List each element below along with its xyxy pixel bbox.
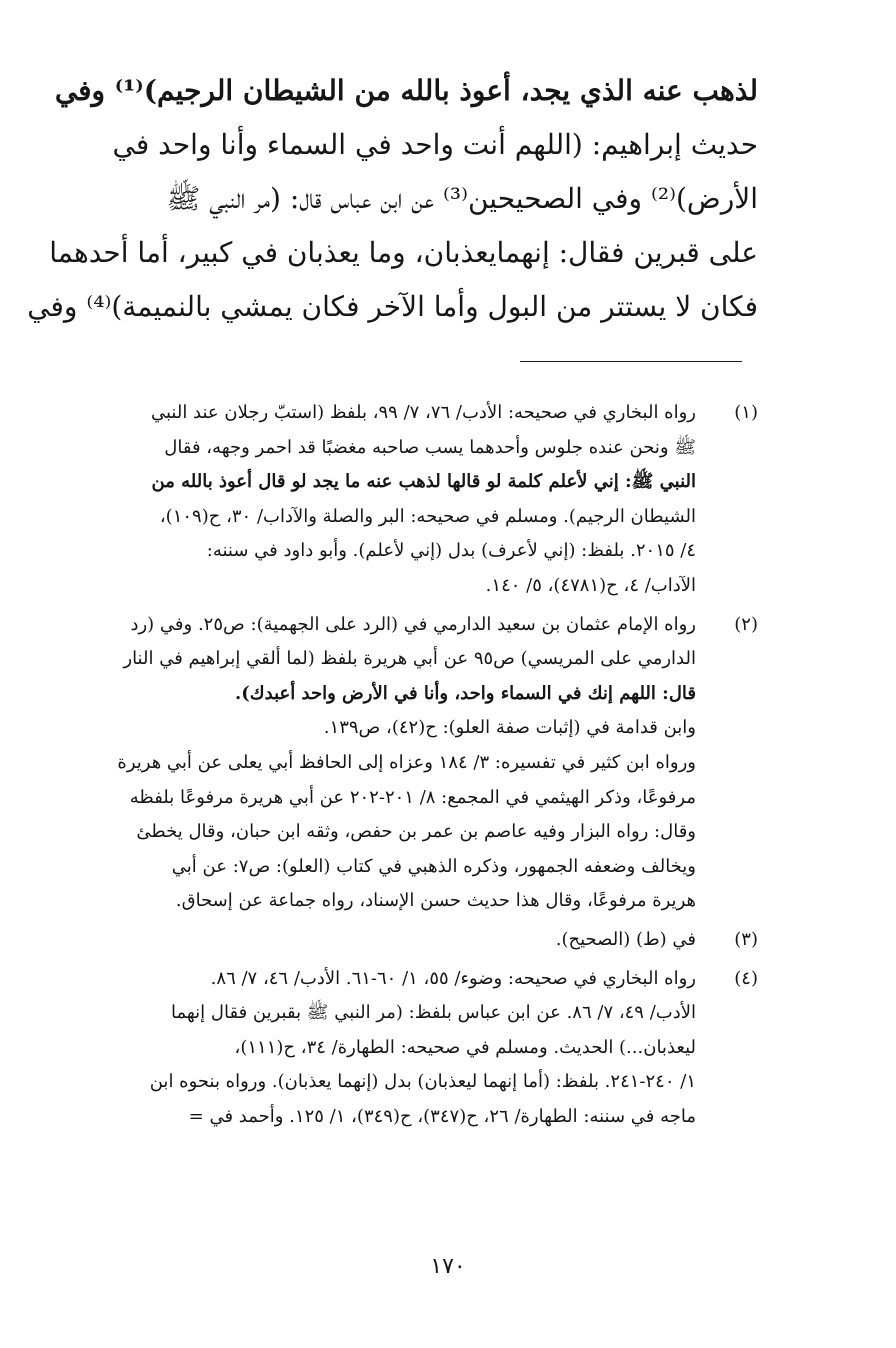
footnote-line: النبي ﷺ: إني لأعلم كلمة لو قالها لذهب عنه ما يجد لو قال أعوذ بالله من [151, 471, 696, 493]
footnote-3 [58, 923, 758, 958]
main-text-line: الأرض)⁽²⁾ وفي الصحيحين⁽³⁾ عن ابن عباس قال: (مر النبي ﷺ [166, 182, 758, 215]
footnote-line: وابن قدامة في (إثبات صفة العلو): ح(٤٢)، ص١٣٩. [323, 717, 696, 739]
footnote-line: ويخالف وضعفه الجمهور، وذكره الذهبي في كتاب (العلو): ص٧: عن أبي [171, 855, 696, 877]
footnote-line: ماجه في سننه: الطهارة/ ٢٦، ح(٣٤٧)، ح(٣٤٩)، ١/ ١٢٥. وأحمد في = [188, 1105, 696, 1127]
footnote-line: ورواه ابن كثير في تفسيره: ٣/ ١٨٤ وعزاه إلى الحافظ أبي يعلى عن أبي هريرة [117, 751, 696, 773]
footnote-line: الأدب/ ٤٩، ٧/ ٨٦. عن ابن عباس بلفظ: (مر النبي ﷺ بقبرين فقال إنهما [170, 1002, 696, 1024]
footnotes [58, 396, 758, 1138]
footnote-1 [58, 396, 758, 604]
footnote-2 [58, 608, 758, 919]
page-number: ١٧٠ [430, 1254, 466, 1279]
footnote-line: رواه البخاري في صحيحه: وضوء/ ٥٥، ١/ ٦٠-٦١. الأدب/ ٤٦، ٧/ ٨٦. [210, 967, 696, 989]
footnote-line: ٤/ ٢٠١٥. بلفظ: (إني لأعرف) بدل (إني لأعلم). وأبو داود في سننه: [206, 540, 696, 562]
footnote-line: ليعذبان...) الحديث. ومسلم في صحيحه: الطهارة/ ٣٤، ح(١١١)، [234, 1036, 696, 1058]
footnote-line: هريرة مرفوعًا، وقال هذا حديث حسن الإسناد، رواه جماعة عن إسحاق. [175, 890, 696, 912]
footnote-number: (٤) [734, 967, 758, 989]
main-body-text [27, 64, 758, 334]
footnote-number: (٢) [734, 613, 758, 635]
footnote-number: (٣) [734, 928, 758, 950]
footnote-separator [520, 361, 742, 362]
main-text-line: على قبرين فقال: إنهمايعذبان، وما يعذبان في كبير، أما أحدهما [49, 236, 758, 269]
footnote-line: الشيطان الرجيم). ومسلم في صحيحه: البر والصلة والآداب/ ٣٠، ح(١٠٩)، [159, 505, 696, 527]
footnote-line: رواه الإمام عثمان بن سعيد الدارمي في (الرد على الجهمية): ص٢٥. وفي (رد [130, 613, 696, 635]
footnote-line: الدارمي على المريسي) ص٩٥ عن أبي هريرة بلفظ (لما ألقي إبراهيم في النار [123, 648, 696, 670]
footnote-line: الآداب/ ٤، ح(٤٧٨١)، ٥/ ١٤٠. [485, 574, 696, 596]
footnote-line: ١/ ٢٤٠-٢٤١. بلفظ: (أما إنهما ليعذبان) بدل (إنهما يعذبان). ورواه بنحوه ابن [149, 1071, 696, 1093]
footnote-line: رواه البخاري في صحيحه: الأدب/ ٧٦، ٧/ ٩٩، بلفظ (استبّ رجلان عند النبي [150, 402, 696, 423]
footnote-4 [58, 962, 758, 1135]
footnote-number: (١) [734, 402, 758, 423]
footnote-line: قال: اللهم إنك في السماء واحد، وأنا في الأرض واحد أعبدك). [235, 682, 696, 704]
footnote-line: ﷺ ونحن عنده جلوس وأحدهما يسب صاحبه مغضبًا قد احمر وجهه، فقال [164, 436, 696, 458]
footnote-line: في (ط) (الصحيح). [555, 928, 696, 950]
footnote-line: وقال: رواه البزار وفيه عاصم بن عمر بن حفص، وثقه ابن حبان، وقال يخطئ [136, 821, 696, 843]
main-text-line: فكان لا يستتر من البول وأما الآخر فكان يمشي بالنميمة)⁽⁴⁾ وفي [27, 290, 758, 323]
main-text-line: حديث إبراهيم: (اللهم أنت واحد في السماء وأنا واحد في [112, 128, 758, 161]
footnote-line: مرفوعًا، وذكر الهيثمي في المجمع: ٨/ ٢٠١-٢٠٢ عن أبي هريرة مرفوعًا بلفظه [129, 786, 696, 808]
main-text-line: لذهب عنه الذي يجد، أعوذ بالله من الشيطان الرجيم)⁽¹⁾ وفي [54, 74, 758, 107]
